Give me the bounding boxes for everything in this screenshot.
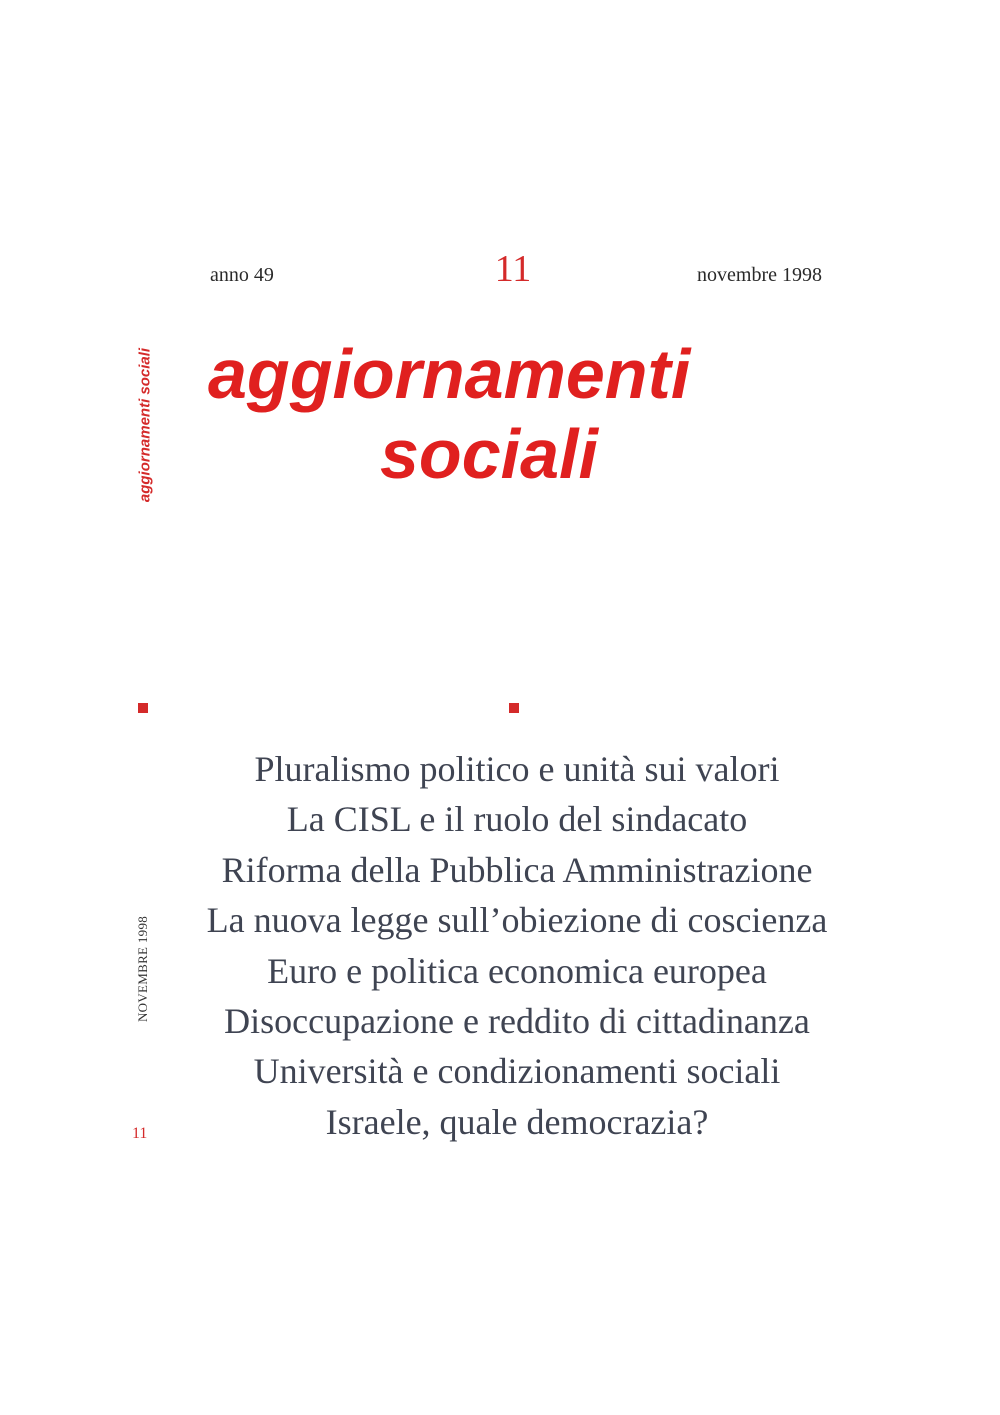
contents-item: Euro e politica economica europea (267, 950, 767, 991)
issue-number: 11 (494, 248, 532, 290)
contents-item: La nuova legge sull’obiezione di coscienza (206, 900, 828, 941)
red-square-bullet (509, 703, 519, 713)
red-square-bullet (138, 703, 148, 713)
spine-date: NOVEMBRE 1998 (135, 915, 150, 1023)
masthead-line-1: aggiornamenti (208, 335, 691, 413)
year-label: anno 49 (210, 264, 274, 286)
issue-date: novembre 1998 (697, 264, 822, 286)
spine-title: aggiornamenti sociali (136, 347, 154, 503)
spine-issue-number: 11 (132, 1125, 148, 1142)
contents-item: Pluralismo politico e unità sui valori (254, 749, 780, 789)
contents-item: La CISL e il ruolo del sindacato (286, 799, 748, 840)
contents-list (205, 744, 829, 1147)
masthead-line-2: sociali (380, 415, 598, 493)
contents-item: Israele, quale democrazia? (325, 1101, 709, 1142)
contents-item: Disoccupazione e reddito di cittadinanza (224, 1001, 810, 1042)
contents-item: Università e condizionamenti sociali (253, 1051, 781, 1092)
contents-item: Riforma della Pubblica Amministrazione (221, 849, 813, 890)
